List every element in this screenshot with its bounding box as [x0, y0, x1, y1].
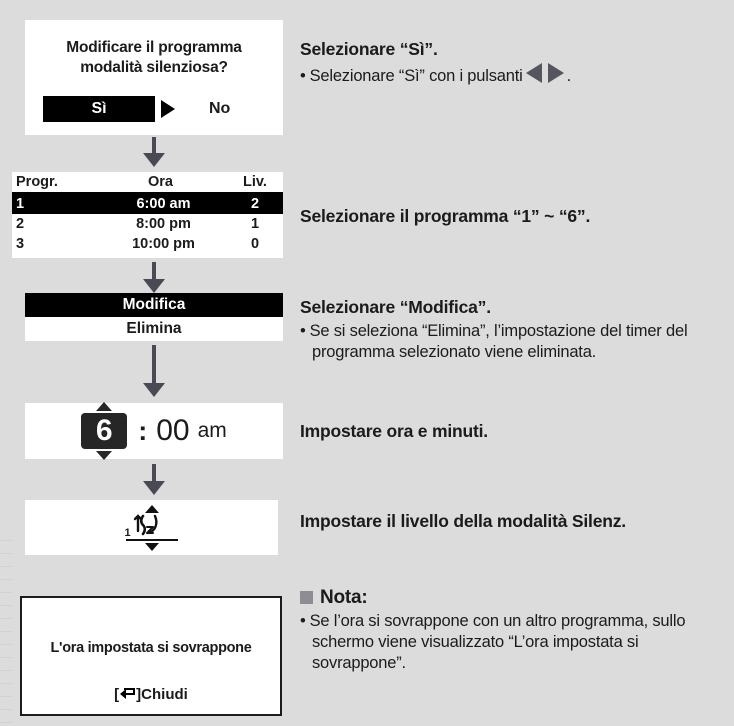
table-header-row — [12, 172, 283, 193]
minute-field[interactable]: 00 — [156, 414, 190, 447]
table-body — [12, 193, 283, 254]
menu-item-elimina[interactable]: Elimina — [126, 320, 182, 337]
instruction-step-2 — [300, 205, 728, 228]
confirm-title-line1: Modificare il programma — [66, 39, 242, 56]
note-heading: Nota: — [320, 587, 368, 608]
bullet-text-1: • Selezionare “Sì” con i pulsanti — [300, 67, 523, 85]
triangle-up-icon[interactable] — [145, 505, 159, 513]
bracket-open: [ — [114, 686, 120, 703]
triangle-down-icon[interactable] — [145, 543, 159, 551]
bracket-close: ] — [136, 686, 142, 703]
warning-message: L'ora impostata si sovrappone — [50, 640, 252, 656]
instruction-bullet-1 — [300, 63, 728, 87]
silence-level-screen — [25, 500, 278, 555]
confirm-dialog-title — [25, 20, 283, 78]
table-row[interactable] — [12, 214, 283, 234]
hour-field[interactable] — [81, 413, 127, 449]
silence-underline — [126, 539, 178, 541]
edit-delete-menu-screen — [25, 293, 283, 341]
close-button[interactable] — [22, 656, 280, 703]
time-setter-screen — [25, 403, 283, 459]
column-header-ora: Ora — [100, 172, 227, 193]
confirm-title-line2: modalità silenziosa? — [80, 59, 228, 76]
program-table — [12, 172, 283, 254]
instruction-step-4 — [300, 420, 728, 443]
instruction-step-3 — [300, 296, 728, 363]
cell-liv: 2 — [250, 196, 260, 212]
cell-ora: 10:00 pm — [132, 236, 195, 252]
table-header — [12, 172, 283, 193]
program-table-screen — [12, 172, 283, 258]
yes-button[interactable]: Sì — [43, 96, 155, 122]
note-bullet: • Se l’ora si sovrappone con un altro programma, sullo schermo viene visualizzato “L’ora impostata si sovrappone”. — [300, 611, 728, 674]
triangle-right-icon — [548, 63, 564, 83]
no-button[interactable]: No — [209, 100, 231, 117]
cell-progr: 3 — [16, 236, 25, 252]
silence-level-stepper[interactable] — [124, 505, 180, 551]
bullet-text-1-end: . — [566, 67, 571, 85]
flow-arrow-2 — [143, 262, 165, 293]
table-row[interactable] — [12, 193, 283, 214]
menu-item-modifica[interactable]: Modifica — [25, 293, 283, 317]
overlap-warning-screen — [20, 596, 282, 716]
cell-progr: 1 — [16, 196, 25, 212]
note-heading-row — [300, 586, 728, 609]
triangle-down-icon[interactable] — [96, 451, 112, 460]
silence-level-row — [25, 500, 278, 555]
square-bullet-icon — [300, 591, 313, 604]
hour-value: 6 — [95, 414, 113, 447]
cell-ora: 8:00 pm — [136, 216, 191, 232]
instruction-step-5 — [300, 510, 728, 533]
time-setter-row — [25, 403, 283, 459]
cell-ora: 6:00 am — [136, 196, 191, 212]
flow-arrow-4 — [143, 464, 165, 495]
flow-arrow-1 — [143, 137, 165, 167]
silence-level-value: 1 — [124, 526, 131, 539]
instruction-heading-1: Selezionare “Sì”. — [300, 39, 438, 59]
triangle-left-icon — [526, 63, 542, 83]
instruction-heading-2: Selezionare il programma “1” ~ “6”. — [300, 206, 591, 226]
silent-mode-icon — [126, 514, 170, 540]
time-separator: : — [138, 415, 148, 446]
table-row[interactable] — [12, 234, 283, 254]
cell-progr: 2 — [16, 216, 25, 232]
instruction-step-1 — [300, 38, 728, 87]
column-header-liv: Liv. — [227, 172, 283, 193]
cell-liv: 0 — [250, 236, 260, 252]
triangle-up-icon[interactable] — [96, 402, 112, 411]
instruction-heading-5: Impostare il livello della modalità Silenz. — [300, 511, 626, 531]
close-label: Chiudi — [141, 686, 188, 703]
confirm-choice-row — [25, 96, 283, 122]
column-header-progr: Progr. — [12, 172, 100, 193]
instruction-heading-3: Selezionare “Modifica”. — [300, 297, 491, 317]
meridiem-label: am — [197, 419, 227, 442]
note-block — [300, 586, 728, 674]
instruction-bullet-3: • Se si seleziona “Elimina”, l’impostazione del timer del programma selezionato viene eliminata. — [300, 321, 728, 363]
return-arrow-icon — [120, 688, 135, 701]
confirm-dialog-screen — [25, 20, 283, 135]
flow-arrow-3 — [143, 345, 165, 397]
cell-liv: 1 — [250, 216, 260, 232]
instruction-heading-4: Impostare ora e minuti. — [300, 421, 488, 441]
caret-right-icon — [161, 100, 175, 118]
